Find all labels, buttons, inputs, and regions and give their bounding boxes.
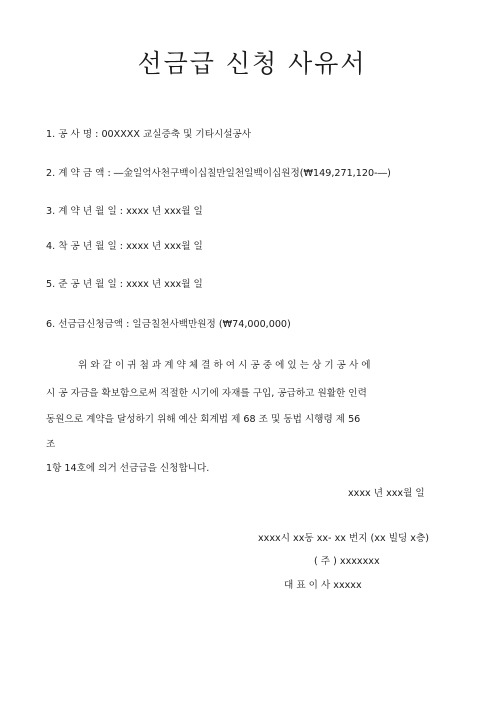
paragraph-line: 1항 14호에 의거 선금급을 신청합니다. [46, 463, 210, 474]
field-label: 2. 계 약 금 액 : [46, 168, 111, 179]
field-completion-date [46, 276, 203, 290]
field-label: 5. 준 공 년 월 일 : [46, 279, 124, 290]
field-start-date [46, 238, 203, 252]
field-advance-amount [46, 316, 291, 330]
paragraph-line: 위 와 같 이 귀 첨 과 계 약 체 결 하 여 시 공 중 에 있 는 상 기 공 사 에 [78, 360, 371, 371]
field-value: xxxx 년 xxx월 일 [126, 279, 203, 290]
field-label: 3. 계 약 년 월 일 : [46, 206, 124, 217]
paragraph-line: 시 공 자금을 확보함으로써 적절한 시기에 자재를 구입, 공급하고 원활한 인력 [46, 388, 367, 399]
field-value: 일금칠천사백만원정 (₩74,000,000) [132, 319, 291, 330]
field-value: 00XXXX 교실증축 및 기타시설공사 [101, 129, 252, 140]
field-contract-amount [46, 165, 391, 179]
representative-line: 대 표 이 사 xxxxx [284, 580, 362, 591]
field-value: xxxx 년 xxx월 일 [126, 241, 203, 252]
paragraph-line: 조 [46, 439, 56, 450]
field-label: 6. 선금급신청금액 : [46, 319, 130, 330]
field-value: xxxx 년 xxx월 일 [126, 206, 203, 217]
field-label: 1. 공 사 명 : [46, 129, 99, 140]
company-address: xxxx시 xx동 xx- xx 번지 (xx 빌딩 x층) [258, 533, 429, 544]
company-name: ( 주 ) xxxxxxx [314, 556, 380, 567]
document-title: 선금급 신청 사유서 [137, 49, 367, 78]
field-value: ―金일억사천구백이십칠만일천일백이십원정(₩149,271,120-―) [113, 168, 391, 179]
field-construction-name [46, 126, 251, 140]
paragraph-line: 동원으로 계약을 달성하기 위해 예산 회계법 제 68 조 및 동법 시행령 제 56 [46, 414, 361, 425]
field-label: 4. 착 공 년 월 일 : [46, 241, 124, 252]
field-contract-date [46, 203, 203, 217]
application-date: xxxx 년 xxx월 일 [348, 488, 425, 499]
